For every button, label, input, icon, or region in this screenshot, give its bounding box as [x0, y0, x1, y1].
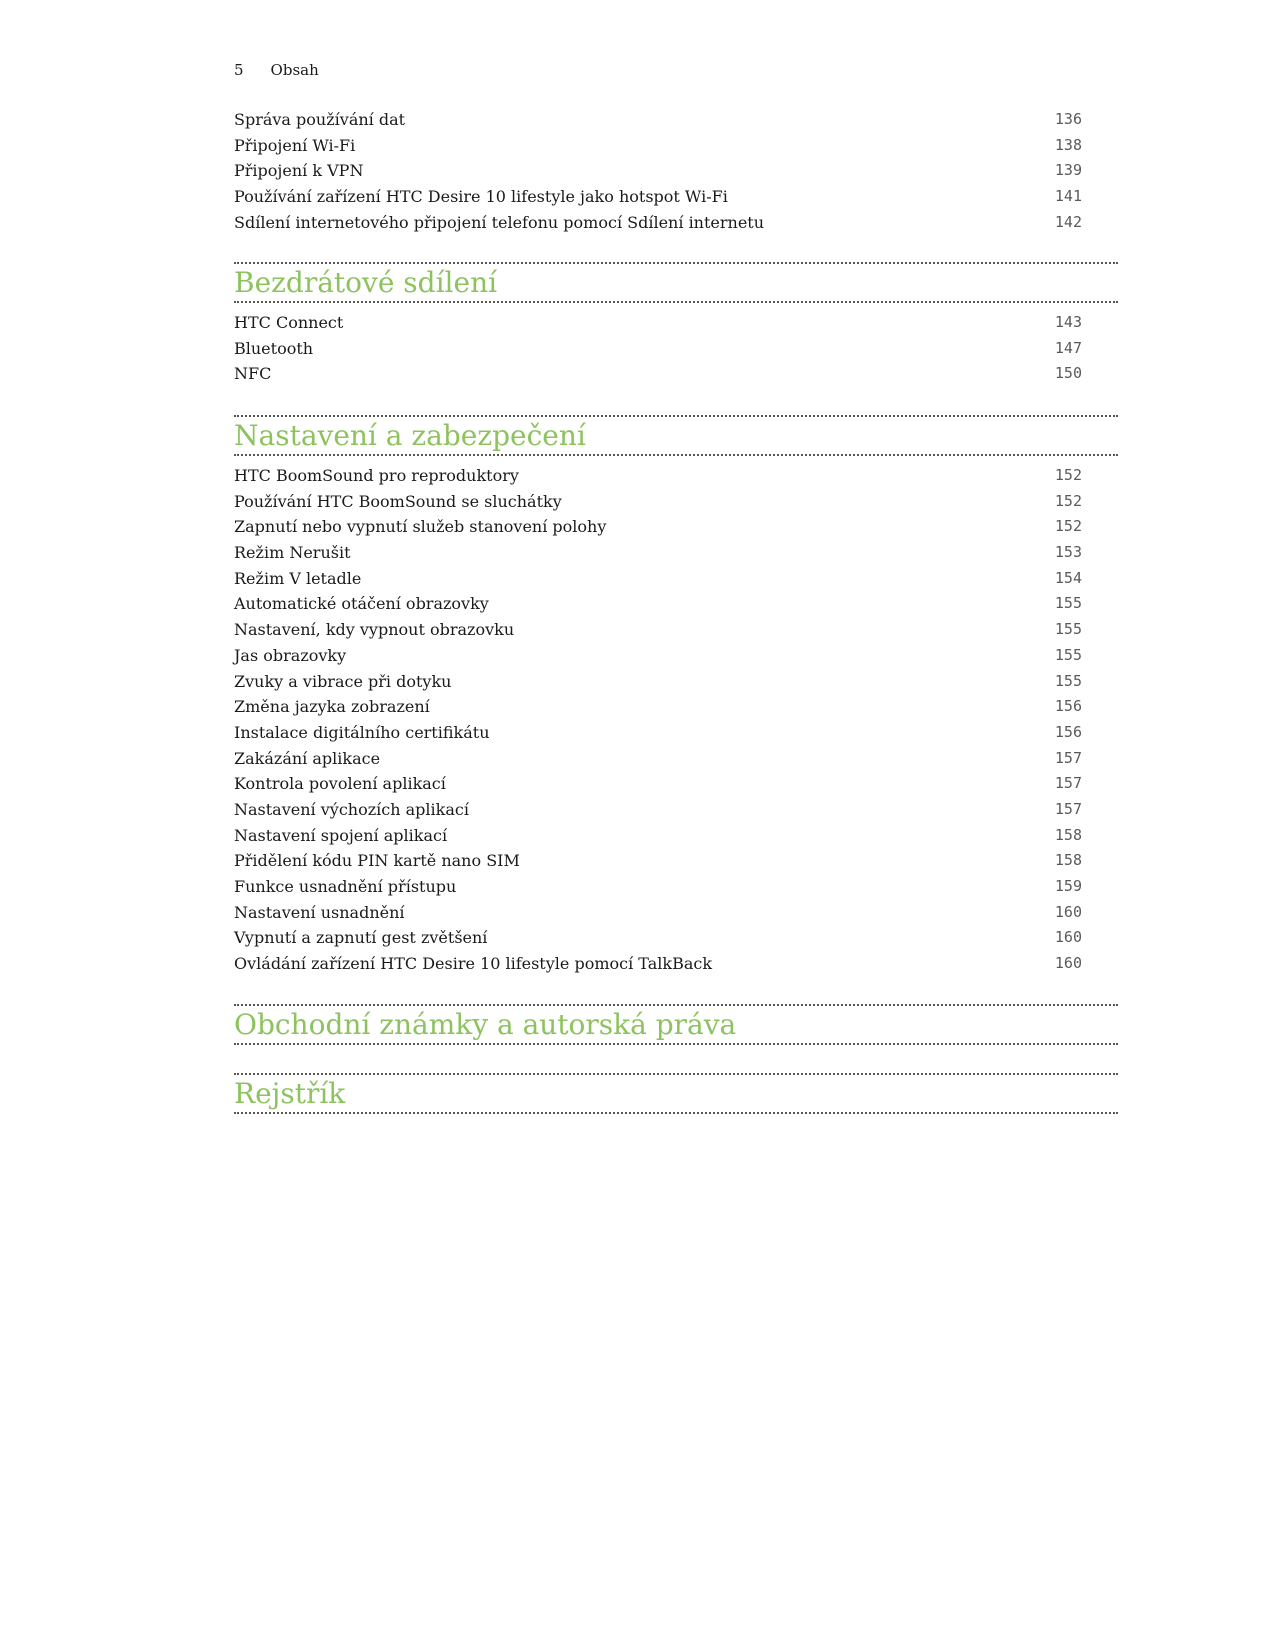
- toc-entry-page: 158: [1054, 825, 1082, 844]
- toc-entry-title: Sdílení internetového připojení telefonu pomocí Sdílení internetu: [234, 212, 765, 232]
- toc-entry-title: Bluetooth: [234, 338, 314, 358]
- toc-entry[interactable]: [234, 874, 1118, 900]
- section-heading[interactable]: Obchodní známky a autorská práva: [234, 1008, 737, 1041]
- toc-entry-page: 156: [1054, 722, 1082, 741]
- toc-entry[interactable]: [234, 133, 1118, 159]
- toc-entry-title: Kontrola povolení aplikací: [234, 774, 446, 794]
- toc-entry-title: Správa používání dat: [234, 110, 406, 129]
- toc-entry-title: NFC: [234, 364, 272, 384]
- toc-entry[interactable]: [234, 463, 1118, 489]
- toc-entry-title: Připojení Wi-Fi: [234, 135, 356, 155]
- section-heading[interactable]: Nastavení a zabezpečení: [234, 419, 586, 452]
- toc-entry[interactable]: [234, 669, 1118, 695]
- toc-entry-title: Změna jazyka zobrazení: [234, 697, 430, 717]
- toc-entry-title: Jas obrazovky: [234, 645, 347, 665]
- toc-entry[interactable]: [234, 361, 1118, 387]
- toc-entry[interactable]: [234, 951, 1118, 977]
- toc-entry[interactable]: [234, 336, 1118, 362]
- toc-entry-page: 153: [1054, 543, 1082, 562]
- toc-section-index: [234, 1073, 1118, 1114]
- toc-entry[interactable]: [234, 514, 1118, 540]
- section-divider-bottom: [234, 454, 1118, 456]
- toc-entry-page: 143: [1054, 313, 1082, 331]
- toc-entry-title: Zvuky a vibrace při dotyku: [234, 671, 452, 691]
- toc-entry-page: 155: [1054, 620, 1082, 639]
- toc-entry-page: 152: [1054, 491, 1082, 510]
- toc-entry-page: 139: [1054, 161, 1082, 180]
- toc-entry[interactable]: [234, 591, 1118, 617]
- toc-entry-title: Používání zařízení HTC Desire 10 lifestyle jako hotspot Wi-Fi: [234, 187, 728, 207]
- toc-entry-page: 157: [1054, 774, 1082, 793]
- toc-entry-title: Nastavení, kdy vypnout obrazovku: [234, 620, 515, 640]
- toc-entry-title: Zakázání aplikace: [234, 748, 381, 768]
- toc-entry[interactable]: [234, 694, 1118, 720]
- toc-entry-title: Nastavení usnadnění: [234, 902, 405, 922]
- toc-entry[interactable]: [234, 566, 1118, 592]
- toc-entry-page: 160: [1054, 928, 1082, 947]
- toc-entry[interactable]: [234, 746, 1118, 772]
- toc-section-wireless-sharing: [234, 262, 1118, 303]
- toc-entry[interactable]: [234, 797, 1118, 823]
- section-divider-bottom: [234, 301, 1118, 303]
- toc-entry[interactable]: [234, 184, 1118, 210]
- toc-entry[interactable]: [234, 771, 1118, 797]
- toc-entry-title: Automatické otáčení obrazovky: [234, 594, 489, 614]
- toc-entry-title: Ovládání zařízení HTC Desire 10 lifestyle pomocí TalkBack: [234, 954, 713, 974]
- toc-entry[interactable]: [234, 540, 1118, 566]
- toc-section-settings-security: [234, 415, 1118, 456]
- toc-entry-page: 138: [1054, 135, 1082, 154]
- toc-entry-title: Vypnutí a zapnutí gest zvětšení: [234, 928, 488, 948]
- toc-intro-list: [234, 107, 1118, 235]
- toc-entry-title: Zapnutí nebo vypnutí služeb stanovení polohy: [234, 517, 607, 537]
- toc-entry[interactable]: [234, 310, 1118, 336]
- toc-entry-page: 142: [1054, 212, 1082, 231]
- toc-entry[interactable]: [234, 210, 1118, 236]
- toc-entry-title: Funkce usnadnění přístupu: [234, 877, 457, 896]
- toc-entry-title: Nastavení výchozích aplikací: [234, 799, 469, 819]
- toc-entry-title: Režim V letadle: [234, 568, 362, 588]
- toc-entry-page: 155: [1054, 645, 1082, 664]
- toc-entry-page: 141: [1054, 187, 1082, 206]
- section-divider-bottom: [234, 1043, 1118, 1045]
- toc-entry-page: 154: [1054, 568, 1082, 587]
- toc-section-entries: [234, 463, 1118, 977]
- section-heading[interactable]: Rejstřík: [234, 1077, 346, 1110]
- toc-entry-page: 152: [1054, 466, 1082, 484]
- toc-entry[interactable]: [234, 823, 1118, 849]
- toc-entry[interactable]: [234, 107, 1118, 133]
- toc-entry-title: Nastavení spojení aplikací: [234, 825, 448, 845]
- toc-entry[interactable]: [234, 900, 1118, 926]
- page-number: 5: [234, 61, 244, 79]
- toc-entry-page: 160: [1054, 954, 1082, 973]
- toc-entry-page: 160: [1054, 902, 1082, 921]
- toc-entry[interactable]: [234, 158, 1118, 184]
- toc-entry-title: Režim Nerušit: [234, 543, 351, 563]
- toc-entry-title: Instalace digitálního certifikátu: [234, 722, 490, 742]
- toc-section-trademarks: [234, 1004, 1118, 1045]
- toc-entry-title: Připojení k VPN: [234, 161, 364, 181]
- toc-entry-page: 152: [1054, 517, 1082, 536]
- toc-entry-page: 157: [1054, 799, 1082, 818]
- toc-entry-title: Přidělení kódu PIN kartě nano SIM: [234, 851, 520, 871]
- toc-entry-page: 156: [1054, 697, 1082, 716]
- toc-entry-title: HTC Connect: [234, 313, 344, 332]
- toc-entry-page: 159: [1054, 877, 1082, 895]
- toc-entry[interactable]: [234, 489, 1118, 515]
- toc-entry[interactable]: [234, 643, 1118, 669]
- toc-entry-page: 155: [1054, 671, 1082, 690]
- toc-section-entries: [234, 310, 1118, 387]
- section-divider-bottom: [234, 1112, 1118, 1114]
- toc-entry[interactable]: [234, 848, 1118, 874]
- toc-entry-title: HTC BoomSound pro reproduktory: [234, 466, 519, 485]
- toc-entry-title: Používání HTC BoomSound se sluchátky: [234, 491, 562, 511]
- running-header: [234, 60, 319, 80]
- toc-entry-page: 157: [1054, 748, 1082, 767]
- toc-entry-page: 136: [1054, 110, 1082, 128]
- toc-entry[interactable]: [234, 720, 1118, 746]
- toc-entry-page: 147: [1054, 338, 1082, 357]
- toc-entry[interactable]: [234, 925, 1118, 951]
- toc-entry-page: 150: [1054, 364, 1082, 383]
- header-section-label: Obsah: [270, 61, 319, 79]
- section-heading[interactable]: Bezdrátové sdílení: [234, 266, 498, 299]
- toc-entry-page: 158: [1054, 851, 1082, 870]
- toc-entry[interactable]: [234, 617, 1118, 643]
- toc-entry-page: 155: [1054, 594, 1082, 613]
